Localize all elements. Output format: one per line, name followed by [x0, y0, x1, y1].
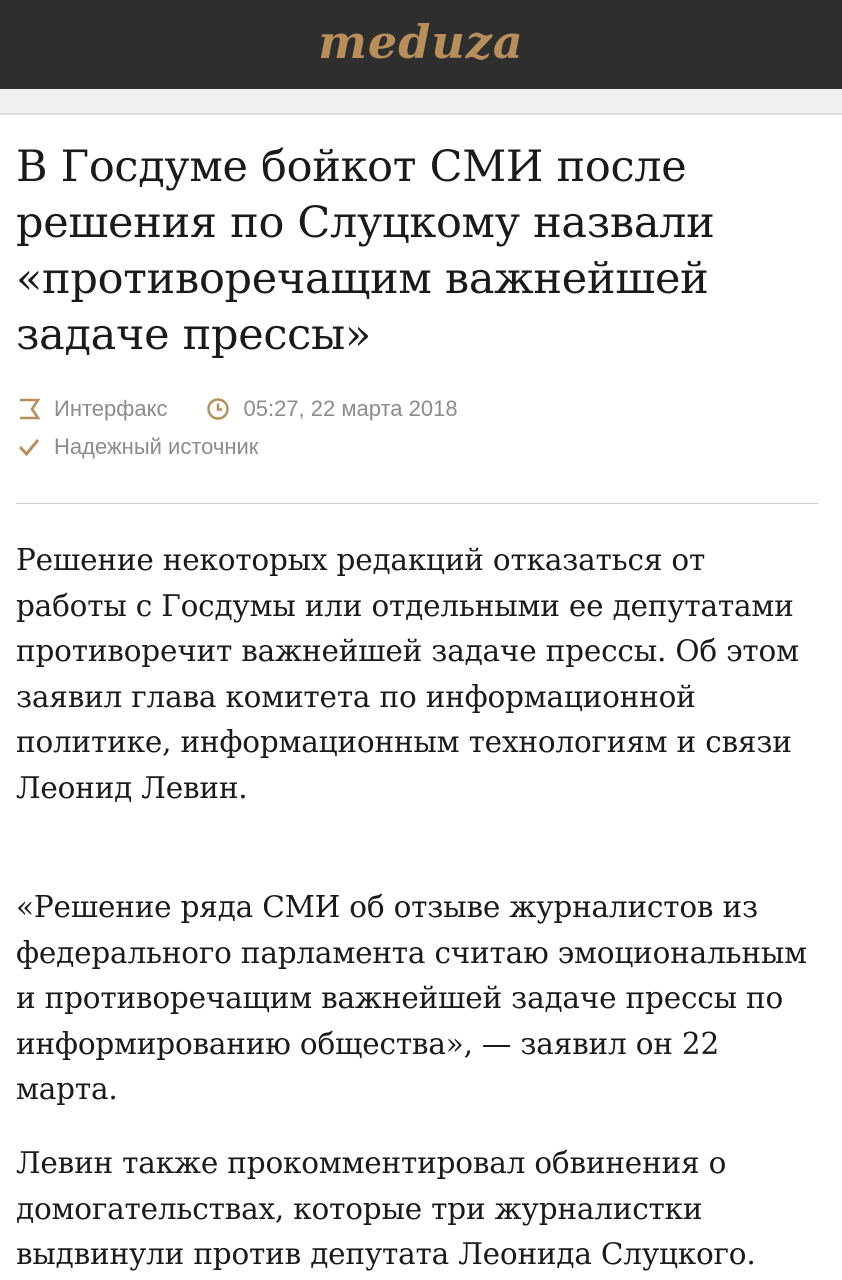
top-bar: [0, 0, 842, 89]
source-flag-icon: [16, 396, 42, 422]
publish-datetime: 05:27, 22 марта 2018: [243, 396, 458, 421]
article-paragraph: «Решение ряда СМИ об отзыве журналистов из федерального парламента считаю эмоциональным и противоречащим важнейшей задаче прессы по информированию общества», — заявил он 22 марта.: [16, 890, 807, 1106]
source-name[interactable]: Интерфакс: [54, 396, 168, 421]
article-title: В Госдуме бойкот СМИ после решения по Слуцкому назвали «противоречащим важнейшей задаче прессы»: [16, 142, 715, 360]
trust-label: Надежный источник: [54, 434, 259, 459]
article-paragraph: Левин также прокомментировал обвинения о домогательствах, которые три журналистки выдвинули против депутата Леонида Слуцкого.: [16, 1146, 756, 1271]
clock-icon: [205, 396, 231, 422]
divider: [16, 503, 818, 504]
checkmark-icon: [16, 434, 42, 460]
trust-row: [16, 434, 258, 460]
meduza-logo[interactable]: meduza: [318, 14, 524, 69]
article-meta-row: [16, 396, 458, 422]
article-paragraph: Решение некоторых редакций отказаться от работы с Госдумы или отдельными ее депутатами противоречит важнейшей задаче прессы. Об этом заявил глава комитета по информационной политике, информационным технологиям и связи Леонид Левин.: [16, 543, 799, 805]
sub-bar: [0, 89, 842, 115]
